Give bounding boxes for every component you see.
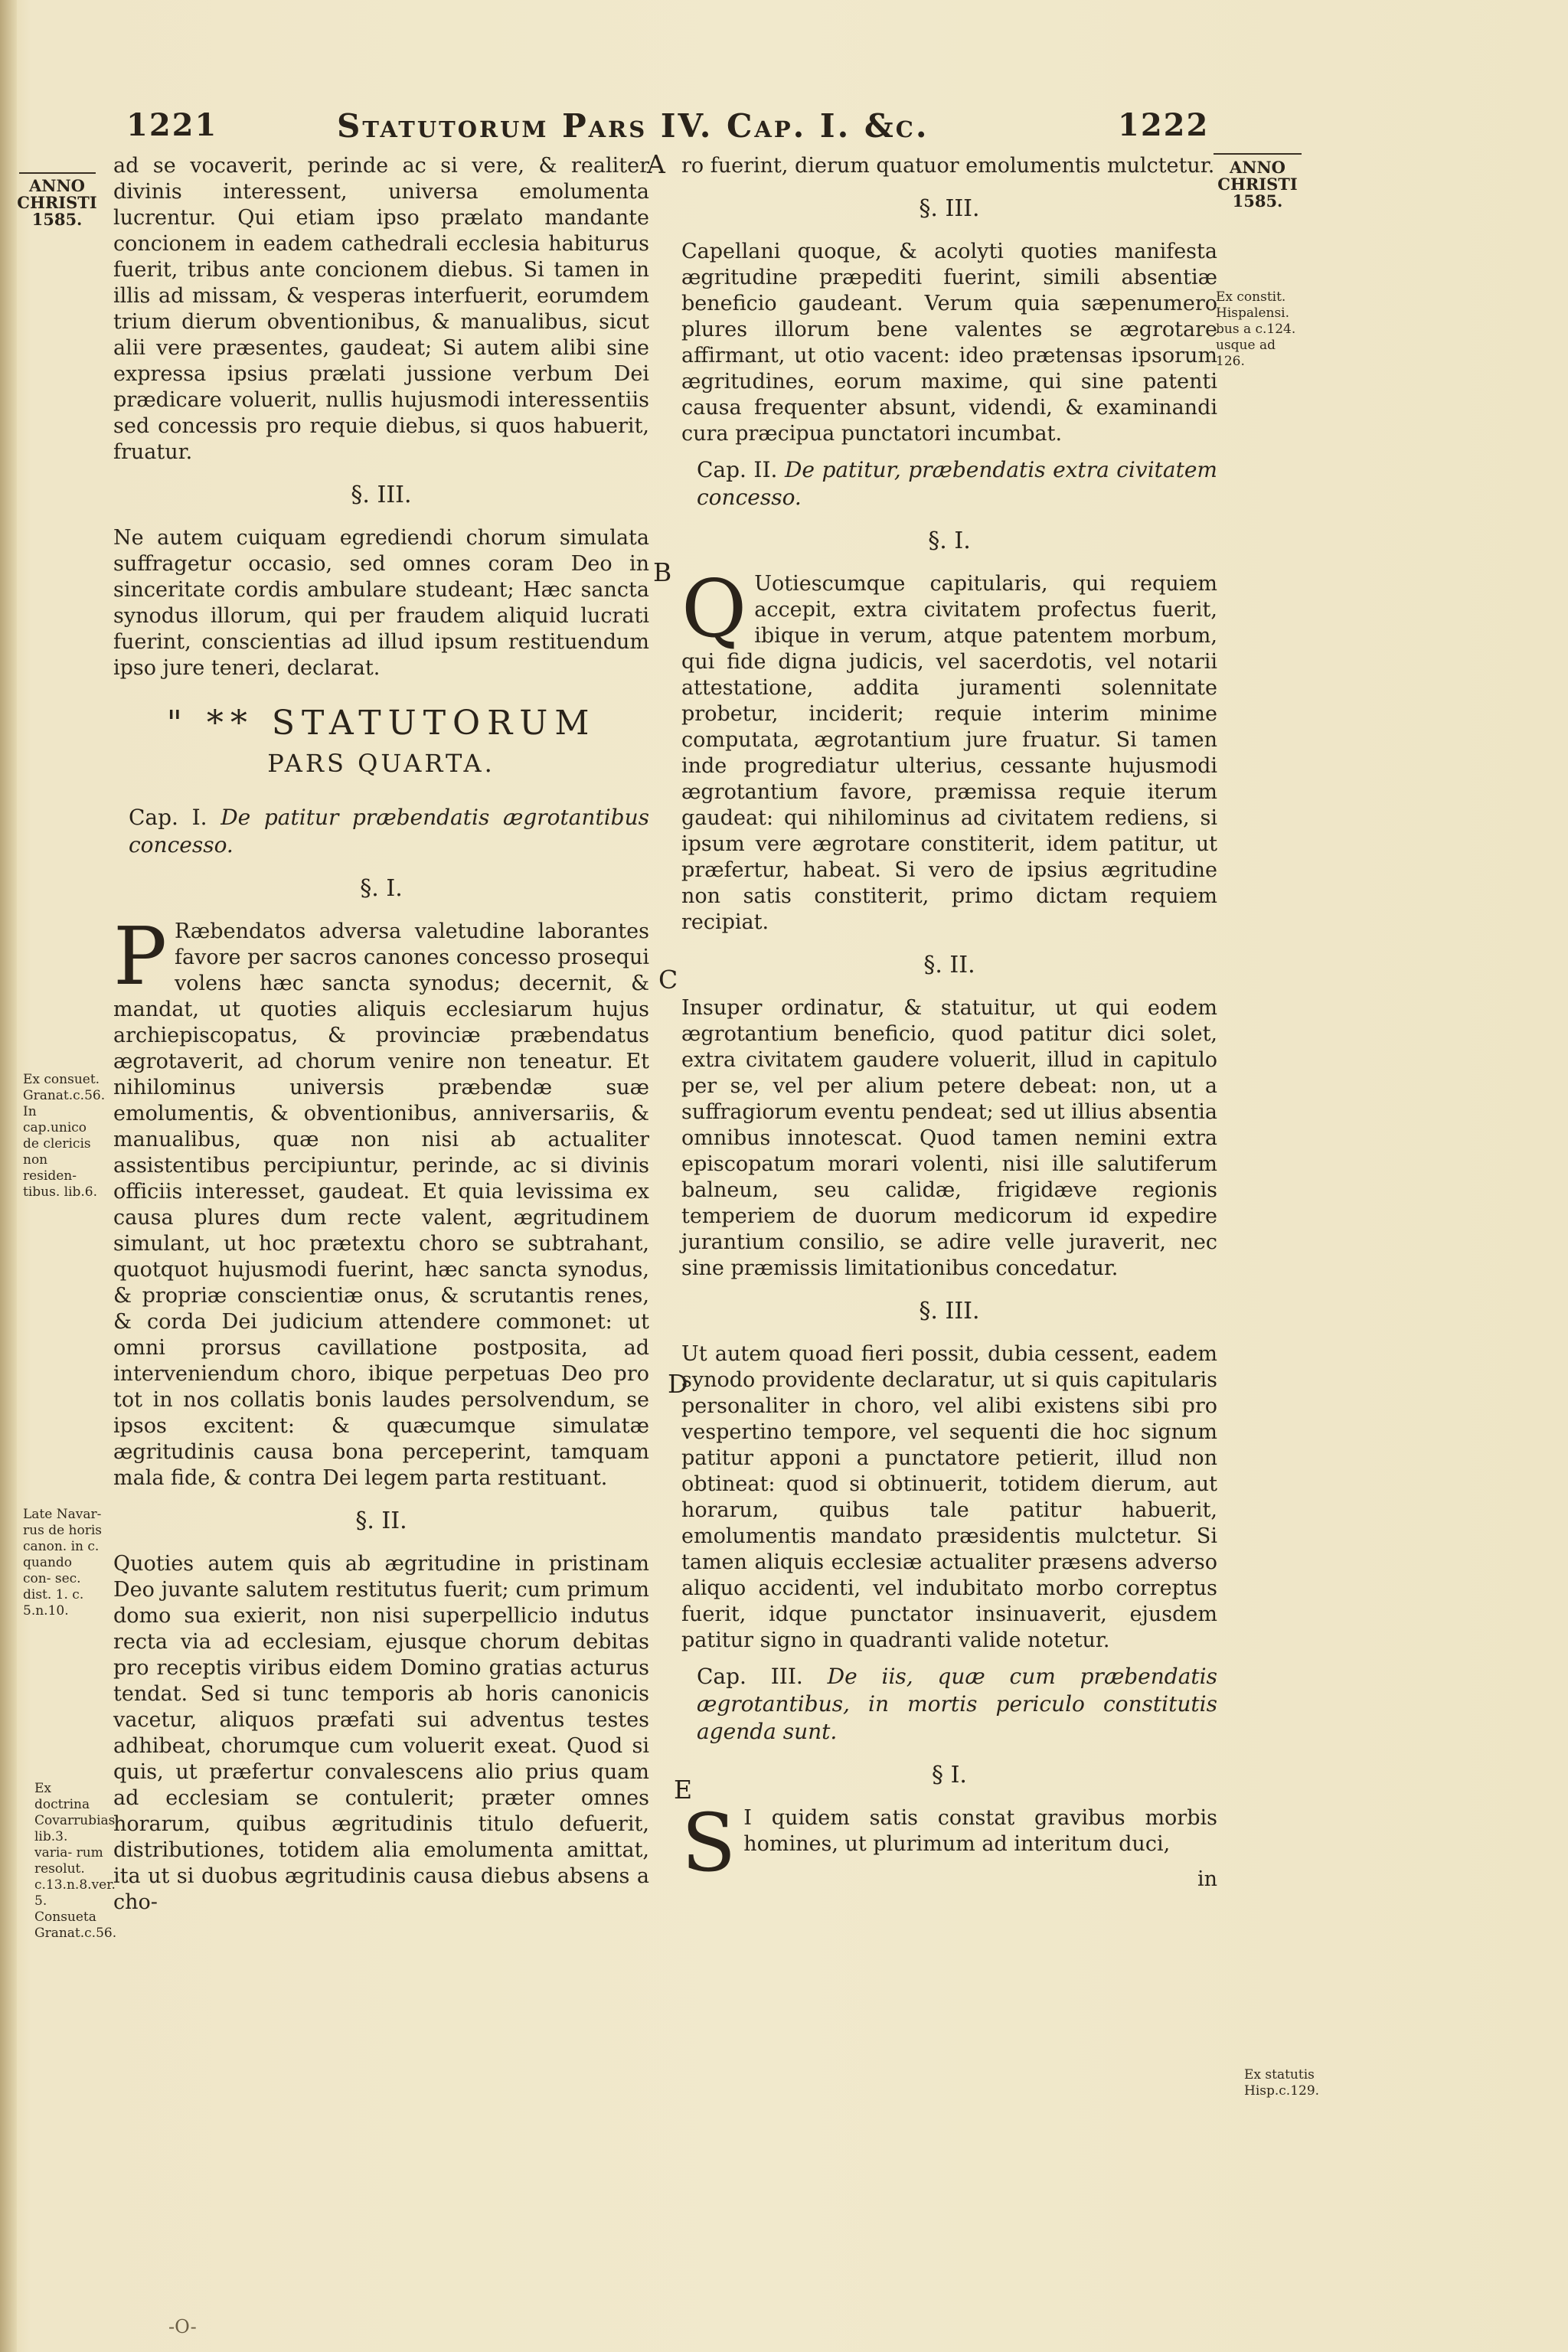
chapter-heading: [681, 456, 1217, 511]
footer-mark: -O-: [168, 2316, 197, 2337]
section-letter-b: B: [653, 557, 672, 587]
paragraph-text: Uotiescumque capitularis, qui requiem accepit, extra civitatem profectus fuerit, ibique in verum, atque patentem morbum, qui fide digna judicis, vel sacerdotis, vel notarii attestatione, addita juramenti solennitate probetur, inciderit; requie interim minime computata, ægrotantium jure fruatur. Si tamen inde progrediatur ulterius, cessante hujusmodi ægrotantium favore, præmissa requie iterum gaudeat: qui nihilominus ad civitatem rediens, si ipsum vere ægrotare constiterit, idem patitur, ut præfertur, habeat. Si vero de ipsius ægritudine non satis constiterit, primo dictam requiem recipiat.: [681, 572, 1217, 934]
right-page-number: 1222: [1118, 107, 1210, 143]
paragraph: Ne autem cuiquam egrediendi chorum simulata suffragetur occasio, sed omnes coram Deo in sinceritate cordis ambulare studeant; Hæc sancta synodus illorum, qui per fraudem aliquid lucrati fuerint, conscientias ad illud ipsum restituendum ipso jure teneri, declarat.: [113, 526, 649, 680]
anno-year: 1585.: [31, 210, 83, 229]
section-heading: §. III.: [351, 482, 412, 508]
paragraph: [113, 910, 649, 1491]
chapter-label: Cap. I.: [129, 805, 207, 830]
pars-quarta-subtitle: PARS QUARTA.: [267, 749, 495, 778]
drop-capital: P: [113, 910, 167, 1003]
drop-capital: S: [681, 1796, 737, 1890]
chapter-heading: [113, 804, 649, 859]
anno-line: ANNO: [29, 176, 85, 195]
paragraph: [681, 1796, 1217, 1890]
margin-note-statutis: Ex statutis Hisp.c.129.: [1244, 2067, 1320, 2099]
binding-gutter: [0, 0, 17, 2352]
chapter-title: De iis, quæ cum præbendatis ægrotantibus, in mortis periculo constitutis agenda sunt.: [697, 1664, 1217, 1744]
paragraph: ad se vocaverit, perinde ac si vere, & realiter divinis interessent, universa emolumenta lucrentur. Qui etiam ipso prælato mandante concionem in eadem cathedrali ecclesia habiturus fuerit, tribus ante concionem diebus. Si tamen in illis ad missam, & vesperas interfuerit, eorumdem trium dierum obventionibus, & manualibus, sicut alii vere præsentes, gaudeat; Si autem alibi sine expressa ipsius prælati jussione verbum Dei prædicare voluerit, nullis hujusmodi interessentiis sed concessis pro requie diebus, si quos habuerit, fruatur.: [113, 154, 649, 464]
chapter-label: Cap. III.: [697, 1664, 803, 1689]
right-column: [681, 153, 1217, 1893]
left-page-number: 1221: [126, 107, 218, 143]
section-letter-d: D: [668, 1369, 688, 1399]
margin-note-navarrus: Late Navar- rus de horis canon. in c. quando con- sec. dist. 1. c. 5.n.10.: [23, 1507, 103, 1619]
chapter-title: De patitur præbendatis ægrotantibus concesso.: [129, 805, 649, 858]
chapter-heading: [681, 1663, 1217, 1746]
christi-line: CHRISTI: [17, 193, 97, 212]
section-heading: §. II.: [355, 1508, 407, 1534]
left-column: [113, 153, 649, 1925]
paragraph: Insuper ordinatur, & statuitur, ut qui eodem ægrotantium beneficio, quod patitur dici solet, extra civitatem gaudere voluerit, illud in capitulo per se, vel per alium petere debeat: non, ut a suffragiorum eventu pendeat; sed ut illius absentia omnibus innotescat. Quod tamen nemini extra episcopatum morari volenti, nisi ille salutiferum balneum, seu calidæ, frigidæve regionis temperiem de duorum medicorum id expedire jurantium consilio, se adire velle juraverit, nec sine præmissis limitationibus concedatur.: [681, 996, 1217, 1280]
anno-christi-left: [17, 178, 97, 228]
paragraph: Capellani quoque, & acolyti quoties manifesta ægritudine præpediti fuerint, simili absentiæ beneficio gaudeant. Verum quia sæpenumero plures illorum bene valentes se ægrotare affirmant, ut otio vacent: ideo prætensas ipsorum ægritudines, eorum maxime, qui sine patenti causa frequenter absunt, videndi, & examinandi cura præcipua punctatori incumbat.: [681, 240, 1217, 446]
running-title: Statutorum Pars IV. Cap. I. &c.: [337, 107, 929, 145]
chapter-label: Cap. II.: [697, 457, 778, 482]
running-header: [0, 107, 1568, 153]
anno-year: 1585.: [1232, 191, 1283, 211]
anno-christi-right: [1214, 159, 1302, 210]
anno-line: ANNO: [1230, 158, 1285, 177]
section-heading: §. III.: [919, 195, 980, 222]
margin-note-covarrubias: Ex doctrina Covarrubias lib.3. varia- rum resolut. c.13.n.8.ver. 5. Consueta Granat.c.56.: [34, 1781, 117, 1941]
section-heading: §. I.: [928, 528, 971, 554]
catchword: in: [1197, 1867, 1217, 1891]
statutorum-title: " ** STATUTORUM: [166, 704, 596, 743]
paragraph: ro fuerint, dierum quatuor emolumentis mulctetur.: [681, 154, 1215, 178]
anno-rule-right: [1214, 153, 1302, 155]
section-heading: §. III.: [919, 1298, 980, 1325]
anno-rule-left: [19, 172, 96, 174]
chapter-title: De patitur, præbendatis extra civitatem concesso.: [697, 457, 1217, 510]
margin-note-consuet: Ex consuet. Granat.c.56. In cap.unico de clericis non residen- tibus. lib.6.: [23, 1072, 106, 1200]
section-letter-a: A: [647, 149, 665, 179]
section-letter-c: C: [658, 965, 678, 995]
section-letter-e: E: [674, 1775, 693, 1805]
paragraph-text: Ræbendatos adversa valetudine laborantes favore per sacros canones concesso prosequi volens hæc sancta synodus; decernit, & mandat, ut quoties aliquis ecclesiarum hujus archiepiscopatus, & provinciæ præbendatus ægrotaverit, ad chorum venire non teneatur. Et nihilominus universis præbendæ suæ emolumentis, & obventionibus, anniversariis, & manualibus, quæ non nisi ab actualiter assistentibus percipiuntur, perinde, ac si divinis officiis interesset, gaudeat. Et quia levissima ex causa plures dum recte valent, ægritudinem simulant, ut hoc prætextu choro se subtrahant, quotquot hujusmodi fuerint, hæc sancta synodus, & propriæ conscientiæ onus, & scrutantis renes, & corda Dei judicium attendere commonet: ut omni prorsus cavillatione postposita, ad interveniendum choro, ibique perpetuas Deo pro tot in nos collatis bonis laudes persolvendum, se ipsos excitent: & quæcumque simulatæ ægritudinis causa bona perceperint, tamquam mala fide, & contra Dei legem parta restituant.: [113, 920, 649, 1490]
section-heading: §. I.: [360, 875, 403, 902]
margin-note-constit: Ex constit. Hispalensi. bus a c.124. usque ad 126.: [1216, 289, 1296, 369]
paragraph-text: I quidem satis constat gravibus morbis homines, ut plurimum ad interitum duci,: [743, 1806, 1217, 1856]
paragraph: Quoties autem quis ab ægritudine in pristinam Deo juvante salutem restitutus fuerit; cum primum domo sua exierit, non nisi superpellicio indutus recta via ad ecclesiam, ejusque chorum debitas pro receptis viribus eidem Domino gratias acturus tendat. Sed si tunc temporis ab horis canonicis vacetur, aliquos præfati sui adventus testes adhibeat, chorumque cum voluerit exeat. Quod si quis, ut præfertur convalescens alio prius quam ad ecclesiam se contulerit; præter omnes horarum, quibus ægritudinis titulo defuerit, distributiones, totidem alia emolumenta amittat, ita ut si duobus ægritudinis causa diebus absens a cho-: [113, 1552, 649, 1914]
paragraph: [681, 562, 1217, 936]
paragraph: Ut autem quoad fieri possit, dubia cessent, eadem synodo providente declaratur, ut si quis capitularis personaliter in choro, vel alibi existens sibi pro vespertino tempore, vel sequenti die hoc signum patitur apponi a punctatore petierit, illud non obtineat: quod si obtinuerit, totidem dierum, aut horarum, quibus tale patitur habuerit, emolumentis mandato præsidentis mulctetur. Si tamen aliquis ecclesiæ actualiter præsens adverso aliquo accidenti, vel indubitato morbo correptus fuerit, idque punctator insinuaverit, ejusdem patitur signo in quadranti valide notetur.: [681, 1342, 1217, 1652]
drop-capital: Q: [681, 562, 747, 655]
section-heading: § I.: [932, 1762, 967, 1788]
christi-line: CHRISTI: [1217, 175, 1298, 194]
section-heading: §. II.: [923, 952, 975, 978]
